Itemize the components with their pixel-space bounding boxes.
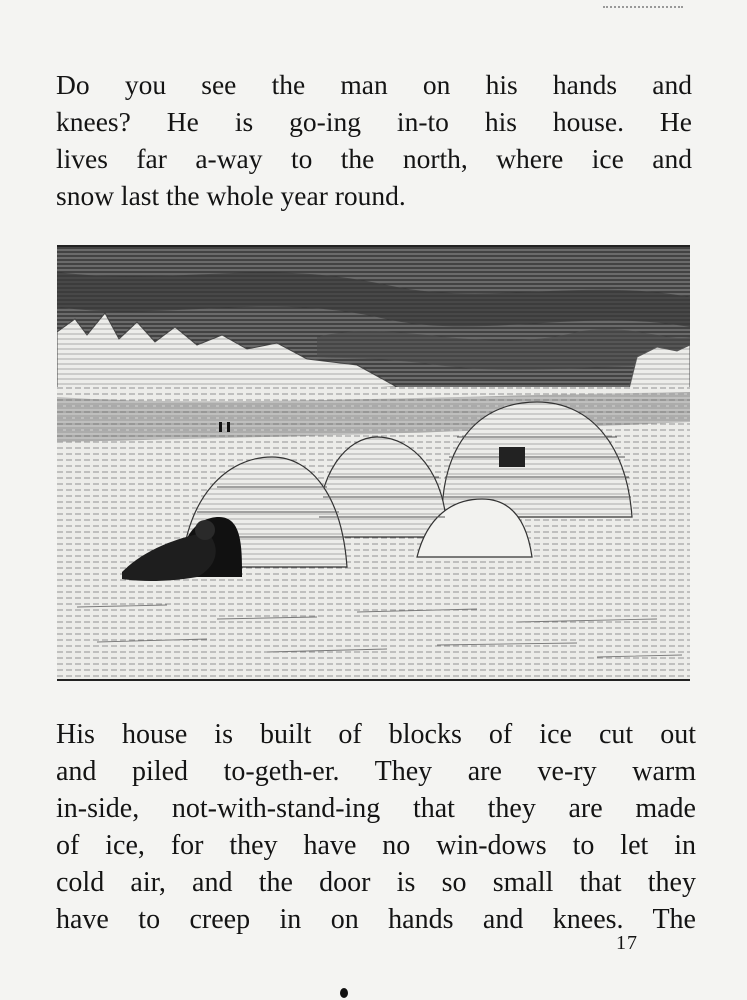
page-edge-mark: [603, 6, 683, 10]
paragraph-intro: [56, 66, 692, 214]
ink-speck: [340, 988, 348, 998]
page-number: 17: [616, 932, 638, 954]
text-line: of ice, for they have no win-dows to let in: [56, 830, 696, 861]
text-line: have to creep in on hands and knees. The: [56, 904, 696, 935]
text-line: lives far a-way to the north, where ice and: [56, 143, 692, 174]
text-line: cold air, and the door is so small that they: [56, 867, 696, 898]
text-line: Do you see the man on his hands and: [56, 69, 692, 100]
text-line: His house is built of blocks of ice cut out: [56, 719, 696, 750]
text-line: in-side, not-with-stand-ing that they are made: [56, 793, 696, 824]
text-line: snow last the whole year round.: [56, 180, 406, 211]
text-line: and piled to-geth-er. They are ve-ry warm: [56, 756, 696, 787]
igloo-illustration: [57, 245, 690, 681]
paragraph-description: [56, 716, 696, 938]
text-line: knees? He is go-ing in-to his house. He: [56, 106, 692, 137]
